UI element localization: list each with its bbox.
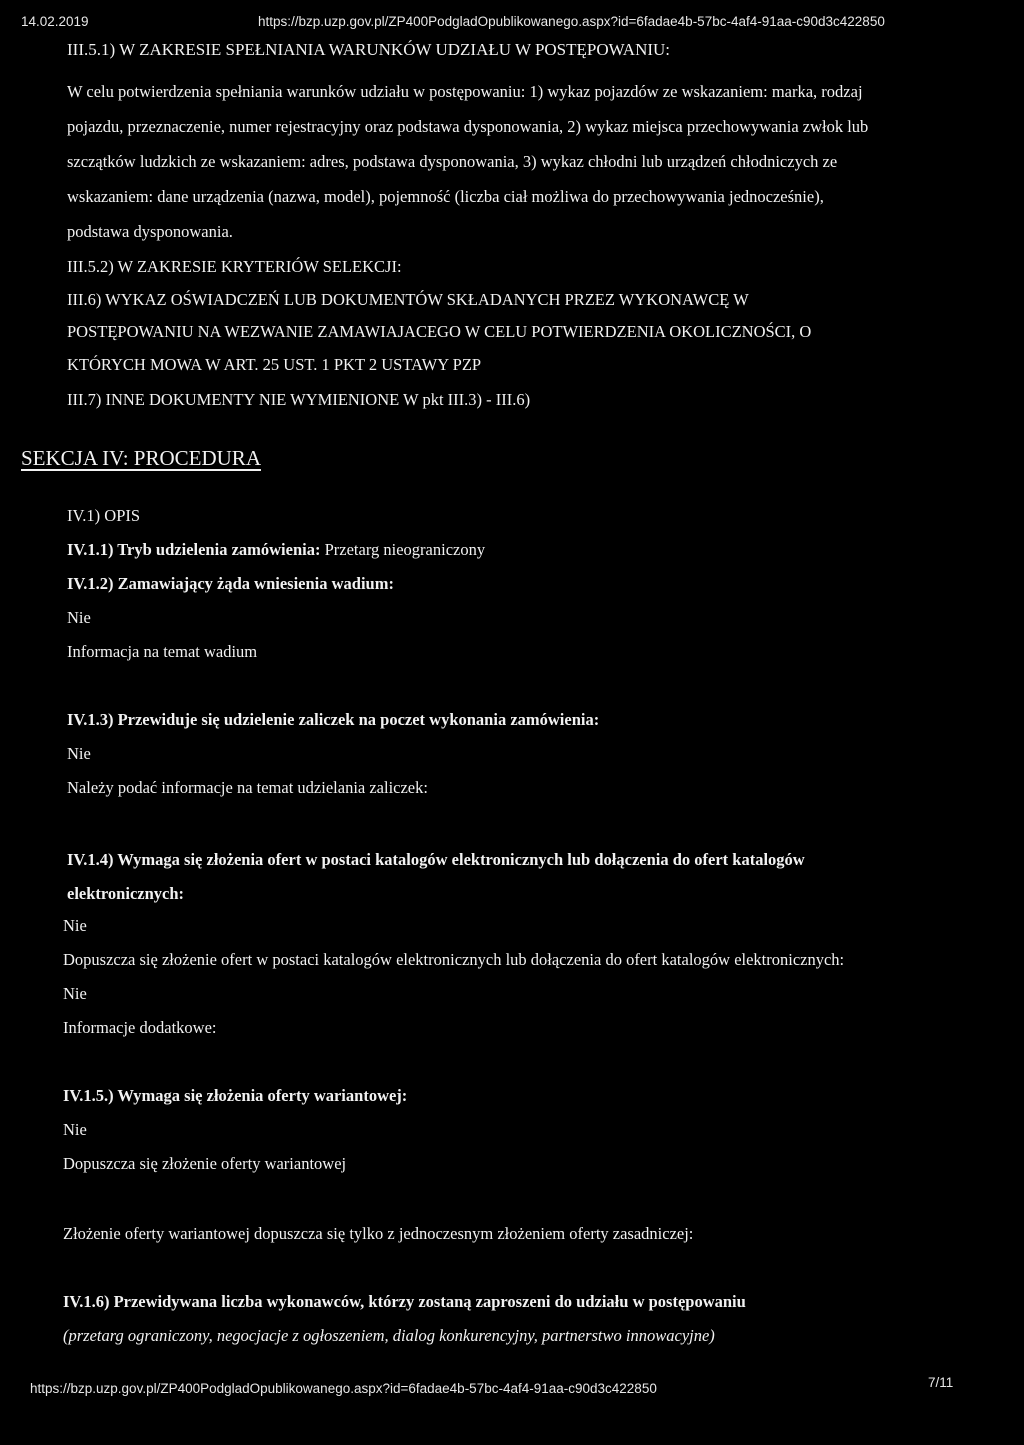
heading-iv-1-4-line-2: elektronicznych:: [67, 884, 185, 903]
heading-iii-5-1: III.5.1) W ZAKRESIE SPEŁNIANIA WARUNKÓW UDZIAŁU W POSTĘPOWANIU:: [67, 40, 671, 59]
iv-1-4-extra: Informacje dodatkowe:: [63, 1018, 217, 1037]
heading-iii-5-2: III.5.2) W ZAKRESIE KRYTERIÓW SELEKCJI:: [67, 257, 402, 276]
iv-1-1-value: Przetarg nieograniczony: [324, 540, 486, 559]
iv-1-4-question-2: Dopuszcza się złożenie ofert w postaci katalogów elektronicznych lub dołączenia do ofert katalogów elektronicznych:: [63, 950, 845, 969]
iii-5-1-line-5: podstawa dysponowania.: [67, 222, 233, 241]
header-url[interactable]: https://bzp.uzp.gov.pl/ZP400PodgladOpublikowanego.aspx?id=6fadae4b-57bc-4af4-91aa-c90d3c422850: [258, 14, 885, 29]
heading-iv-1-2: IV.1.2) Zamawiający żąda wniesienia wadium:: [67, 574, 394, 593]
heading-iv-1-5: IV.1.5.) Wymaga się złożenia oferty wariantowej:: [63, 1086, 408, 1105]
heading-iv-1-4-line-1: IV.1.4) Wymaga się złożenia ofert w postaci katalogów elektronicznych lub dołączenia do ofert katalogów: [67, 850, 805, 869]
iv-1-5-allowed: Dopuszcza się złożenie oferty wariantowej: [63, 1154, 347, 1173]
heading-iv-1-3: IV.1.3) Przewiduje się udzielenie zaliczek na poczet wykonania zamówienia:: [67, 710, 600, 729]
heading-iv-1: IV.1) OPIS: [67, 506, 141, 525]
iii-5-1-line-2: pojazdu, przeznaczenie, numer rejestracyjny oraz podstawa dysponowania, 2) wykaz miejsca przechowywania zwłok lub: [67, 117, 869, 136]
iii-5-1-line-3: szczątków ludzkich ze wskazaniem: adres, podstawa dysponowania, 3) wykaz chłodni lub urządzeń chłodniczych ze: [67, 152, 838, 171]
footer-url[interactable]: https://bzp.uzp.gov.pl/ZP400PodgladOpublikowanego.aspx?id=6fadae4b-57bc-4af4-91aa-c90d3c422850: [30, 1381, 657, 1396]
heading-iii-6-line-2: POSTĘPOWANIU NA WEZWANIE ZAMAWIAJACEGO W CELU POTWIERDZENIA OKOLICZNOŚCI, O: [67, 322, 812, 341]
iv-1-6-note: (przetarg ograniczony, negocjacje z ogłoszeniem, dialog konkurencyjny, partnerstwo innowacyjne): [63, 1326, 715, 1345]
page-number: 7/11: [928, 1375, 954, 1390]
heading-iii-7: III.7) INNE DOKUMENTY NIE WYMIENIONE W pkt III.3) - III.6): [67, 390, 531, 409]
iv-1-1-label: IV.1.1) Tryb udzielenia zamówienia:: [67, 540, 321, 559]
iv-1-4-answer-2: Nie: [63, 984, 87, 1003]
iii-5-1-line-4: wskazaniem: dane urządzenia (nazwa, model), pojemność (liczba ciał możliwa do przechowywania jednocześnie),: [67, 187, 824, 206]
iv-1-3-answer: Nie: [67, 744, 91, 763]
iv-1-3-info: Należy podać informacje na temat udzielania zaliczek:: [67, 778, 428, 797]
heading-iii-6-line-1: III.6) WYKAZ OŚWIADCZEŃ LUB DOKUMENTÓW SKŁADANYCH PRZEZ WYKONAWCĘ W: [67, 290, 749, 309]
iv-1-5-joint: Złożenie oferty wariantowej dopuszcza się tylko z jednoczesnym złożeniem oferty zasadniczej:: [63, 1224, 694, 1243]
iv-1-2-answer: Nie: [67, 608, 91, 627]
heading-iii-6-line-3: KTÓRYCH MOWA W ART. 25 UST. 1 PKT 2 USTAWY PZP: [67, 355, 482, 374]
iv-1-4-answer-1: Nie: [63, 916, 87, 935]
iii-5-1-line-1: W celu potwierdzenia spełniania warunków udziału w postępowaniu: 1) wykaz pojazdów ze wskazaniem: marka, rodzaj: [67, 82, 863, 101]
iv-1-1-row: [67, 540, 485, 560]
print-date: 14.02.2019: [21, 14, 89, 29]
iv-1-5-answer: Nie: [63, 1120, 87, 1139]
heading-iv-1-6: IV.1.6) Przewidywana liczba wykonawców, którzy zostaną zaproszeni do udziału w postępowaniu: [63, 1292, 746, 1311]
section-iv-title: SEKCJA IV: PROCEDURA: [21, 446, 261, 470]
iv-1-2-info: Informacja na temat wadium: [67, 642, 258, 661]
